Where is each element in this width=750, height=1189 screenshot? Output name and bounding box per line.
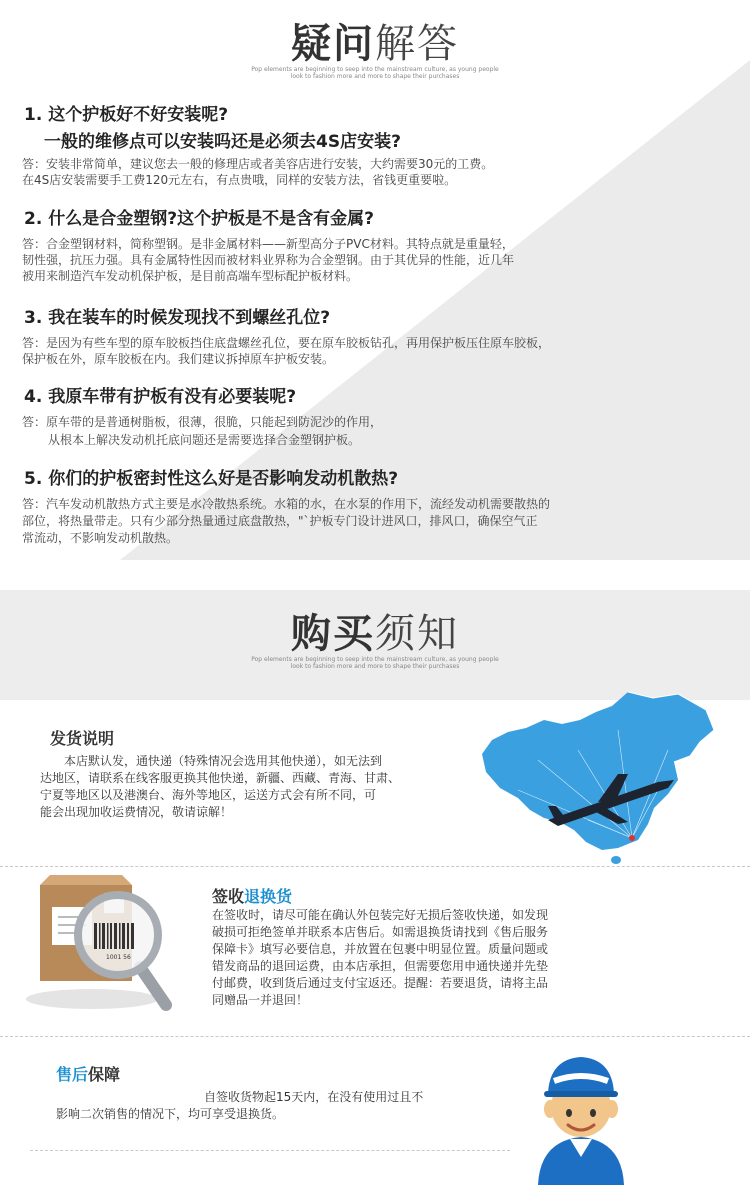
- returns-text: [212, 907, 612, 1009]
- divider-1: [0, 866, 750, 867]
- aftersale-line-2: 影响二次销售的情况下，均可享受退换货。: [56, 1107, 285, 1121]
- faq-answer-5-line-2: 部位，将热量带走。只有少部分热量通过底盘散热，"`护板专门设计进风口，排风口，确保空气正: [22, 514, 538, 528]
- faq-answer-4-line-2: 从根本上解决发动机托底问题还是需要选择合金塑钢护板。: [48, 433, 361, 447]
- returns-line-3: 保障卡》填写必要信息，并放置在包裹中明显位置。质量问题或: [212, 942, 549, 956]
- aftersale-heading-plain: 保障: [88, 1065, 121, 1084]
- purchase-tagline: [0, 656, 750, 670]
- shipping-heading: 发货说明: [50, 729, 115, 748]
- shipping-line-1: 本店默认发，通快递（特殊情况会选用其他快递），如无法到: [64, 754, 383, 768]
- purchase-title-light: 须知: [375, 611, 459, 657]
- shipping-line-3: 宁夏等地区以及港澳台、海外等地区，运送方式会有所不同，可: [40, 788, 377, 802]
- faq-tagline-line-1: Pop elements are beginning to seep into the mainstream culture, as young people: [251, 66, 499, 73]
- faq-answer-1-line-1: 答：安装非常简单，建议您去一般的修理店或者美容店进行安装，大约需要30元的工费。: [22, 157, 494, 171]
- faq-answer-2-line-3: 被用来制造汽车发动机保护板，是目前高端车型标配护板材料。: [22, 269, 359, 283]
- returns-line-6: 同赠品一并退回！: [212, 993, 309, 1007]
- faq-answer-2-line-2: 韧性强，抗压力强。具有金属特性因而被材料业界称为合金塑钢。由于其优异的性能，近几年: [22, 253, 515, 267]
- shipping-text: [40, 753, 460, 821]
- purchase-title: [0, 602, 750, 659]
- purchase-tagline-line-1: Pop elements are beginning to seep into the mainstream culture, as young people: [251, 656, 499, 663]
- faq-tagline: [0, 66, 750, 80]
- aftersale-heading-blue: 售后: [56, 1065, 89, 1084]
- returns-line-1: 在签收时，请尽可能在确认外包装完好无损后签收快递，如发现: [212, 908, 549, 922]
- returns-heading-blue: 退换货: [244, 887, 293, 906]
- faq-answer-3-line-1: 答：是因为有些车型的原车胶板挡住底盘螺丝孔位，要在原车胶板钻孔，再用保护板压住原车胶板，: [22, 336, 551, 350]
- china-map-icon: [478, 690, 718, 865]
- faq-answer-5-line-3: 常流动，不影响发动机散热。: [22, 531, 179, 545]
- shipping-line-2: 达地区，请联系在线客服更换其他快递，新疆、西藏、青海、甘肃、: [40, 771, 401, 785]
- faq-question-1: 1. 这个护板好不好安装呢?: [24, 105, 229, 125]
- faq-answer-2-line-1: 答：合金塑钢材料，简称塑钢。是非金属材料——新型高分子PVC材料。其特点就是重量轻，: [22, 237, 514, 251]
- purchase-title-bold: 购买: [291, 611, 375, 657]
- faq-answer-5-line-1: 答：汽车发动机散热方式主要是水冷散热系统。水箱的水，在水泵的作用下，流经发动机需要散热的: [22, 497, 551, 511]
- faq-question-3: 3. 我在装车的时候发现找不到螺丝孔位?: [24, 308, 331, 328]
- faq-tagline-line-2: look to fashion more and more to shape their purchases: [290, 73, 460, 80]
- faq-answer-1-line-2: 在4S店安装需要手工费120元左右，有点贵哦，同样的安装方法，省钱更重要啦。: [22, 173, 457, 187]
- faq-question-4: 4. 我原车带有护板有没有必要装呢?: [24, 387, 297, 407]
- faq-title: [0, 12, 750, 69]
- returns-heading-plain: 签收: [212, 887, 245, 906]
- service-worker-icon: [526, 1045, 636, 1185]
- faq-question-5: 5. 你们的护板密封性这么好是否影响发动机散热?: [24, 469, 399, 489]
- divider-3: [30, 1150, 510, 1151]
- returns-line-4: 错发商品的退回运费，由本店承担，但需要您用申通快递并先垫: [212, 959, 549, 973]
- shipping-line-4: 能会出现加收运费情况，敬请谅解！: [40, 805, 233, 819]
- barcode-number: 1001 56: [106, 954, 131, 961]
- faq-question-1-line-2: 一般的维修点可以安装吗还是必须去4S店安装?: [44, 132, 401, 152]
- faq-question-2: 2. 什么是合金塑钢?这个护板是不是含有金属?: [24, 209, 374, 229]
- aftersale-line-1: 自签收货物起15天内，在没有使用过且不: [204, 1090, 424, 1104]
- returns-heading: [212, 884, 292, 907]
- returns-line-5: 付邮费，收到货后通过支付宝返还。提醒：若要退货，请将主品: [212, 976, 549, 990]
- faq-answer-4-line-1: 答：原车带的是普通树脂板，很薄，很脆，只能起到防泥沙的作用，: [22, 415, 383, 429]
- returns-line-2: 破损可拒绝签单并联系本店售后。如需退换货请找到《售后服务: [212, 925, 549, 939]
- faq-title-light: 解答: [375, 21, 459, 67]
- divider-2: [0, 1036, 750, 1037]
- faq-answer-3-line-2: 保护板在外，原车胶板在内。我们建议拆掉原车护板安装。: [22, 352, 335, 366]
- aftersale-heading: [56, 1062, 120, 1085]
- purchase-tagline-line-2: look to fashion more and more to shape their purchases: [290, 663, 460, 670]
- faq-title-bold: 疑问: [291, 21, 375, 67]
- package-barcode-icon: [22, 875, 182, 1020]
